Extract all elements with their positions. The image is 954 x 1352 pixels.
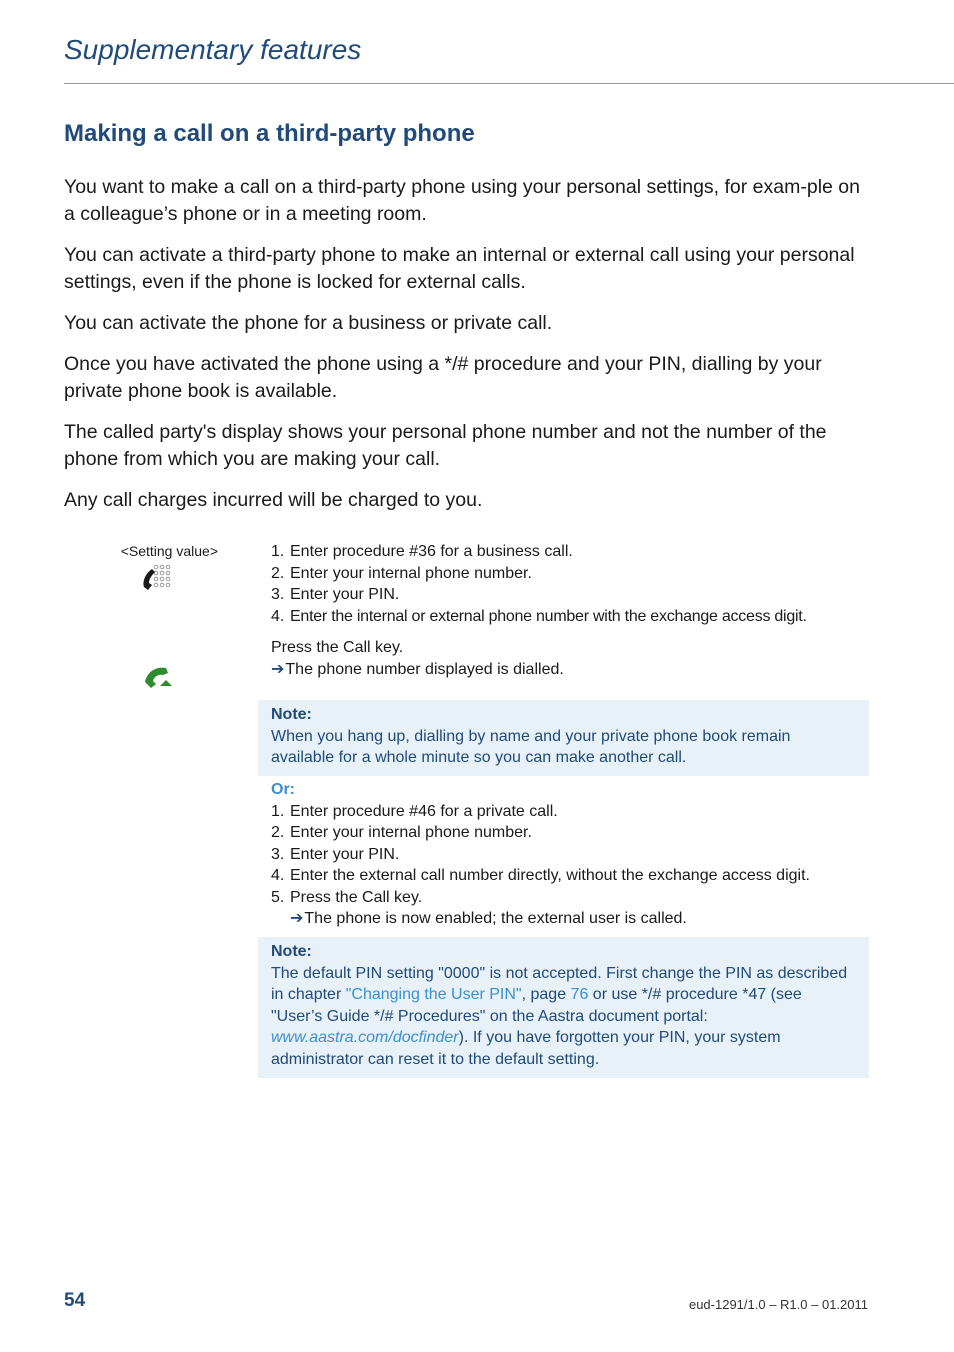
or-heading: Or:: [271, 781, 295, 798]
procedure-private: [258, 779, 869, 930]
note-box: [258, 700, 869, 776]
header-divider: [64, 83, 954, 84]
result-arrow-icon: ➔: [290, 910, 304, 927]
note-box: [258, 937, 869, 1078]
dial-result: ➔The phone number displayed is dialled.: [271, 660, 564, 678]
private-call-steps: [258, 801, 869, 909]
call-key-icon: [142, 664, 178, 690]
list-item: 3. Enter your PIN.: [271, 845, 400, 863]
intro-paragraph: You can activate the phone for a business or private call.: [64, 312, 553, 334]
intro-paragraph: Any call charges incurred will be charged to you.: [64, 489, 483, 511]
section-title: Making a call on a third-party phone: [64, 120, 475, 147]
page-link[interactable]: 76: [570, 986, 589, 1003]
list-item: 2. Enter your internal phone number.: [271, 824, 532, 841]
intro-text: [64, 174, 876, 528]
intro-paragraph: You want to make a call on a third-party phone using your personal settings, for exam-ple on a colleague’s phone or in a meeting room.: [64, 176, 860, 225]
list-item: 3. Enter your PIN.: [271, 586, 400, 603]
note-text: When you hang up, dialling by name and your private phone book remain available for a whole minute so you can make another call.: [271, 727, 791, 766]
note-heading: Note:: [271, 706, 312, 723]
list-item: 1. Enter procedure #36 for a business call.: [271, 543, 573, 560]
call-result: ➔The phone is now enabled; the external user is called.: [290, 910, 687, 927]
chapter-link[interactable]: "Changing the User PIN": [345, 986, 522, 1003]
note-text: The default PIN setting "0000" is not accepted. First change the PIN as described in chapter "Changing the User PIN", page 76 or use */# procedure *47 (see "User’s Guide */# Procedures" on the Aastra document portal: www.aastra.com/docfinder). If you have forgotten your PIN, your system administrator can reset it to the default setting.: [271, 964, 848, 1068]
docfinder-link[interactable]: www.aastra.com/docfinder: [271, 1029, 459, 1046]
handset-keypad-icon: [140, 563, 176, 591]
setting-value-label: <Setting value>: [120, 543, 218, 559]
list-item: 4. Enter the external call number directly, without the exchange access digit.: [271, 867, 810, 884]
list-item: 1. Enter procedure #46 for a private call.: [271, 802, 558, 820]
procedure-business: [258, 541, 869, 627]
call-key-instruction: [258, 637, 882, 680]
document-reference: eud-1291/1.0 – R1.0 – 01.2011: [688, 1297, 868, 1312]
note-heading: Note:: [271, 943, 312, 960]
intro-paragraph: Once you have activated the phone using a */# procedure and your PIN, dialling by your private phone book is available.: [64, 353, 822, 402]
page-number: 54: [64, 1290, 86, 1311]
intro-paragraph: You can activate a third-party phone to make an internal or external call using your personal settings, even if the phone is locked for external calls.: [64, 244, 855, 293]
business-call-steps: [258, 541, 869, 627]
list-item: 5. Press the Call key.: [271, 888, 423, 906]
list-item: 2. Enter your internal phone number.: [271, 564, 532, 582]
result-arrow-icon: ➔: [271, 660, 285, 678]
intro-paragraph: The called party's display shows your personal phone number and not the number of the phone from which you are making your call.: [64, 421, 827, 470]
running-header: Supplementary features: [64, 34, 362, 65]
press-call-key-text: Press the Call key.: [271, 639, 404, 656]
list-item: 4. Enter the internal or external phone number with the exchange access digit.: [271, 607, 807, 625]
